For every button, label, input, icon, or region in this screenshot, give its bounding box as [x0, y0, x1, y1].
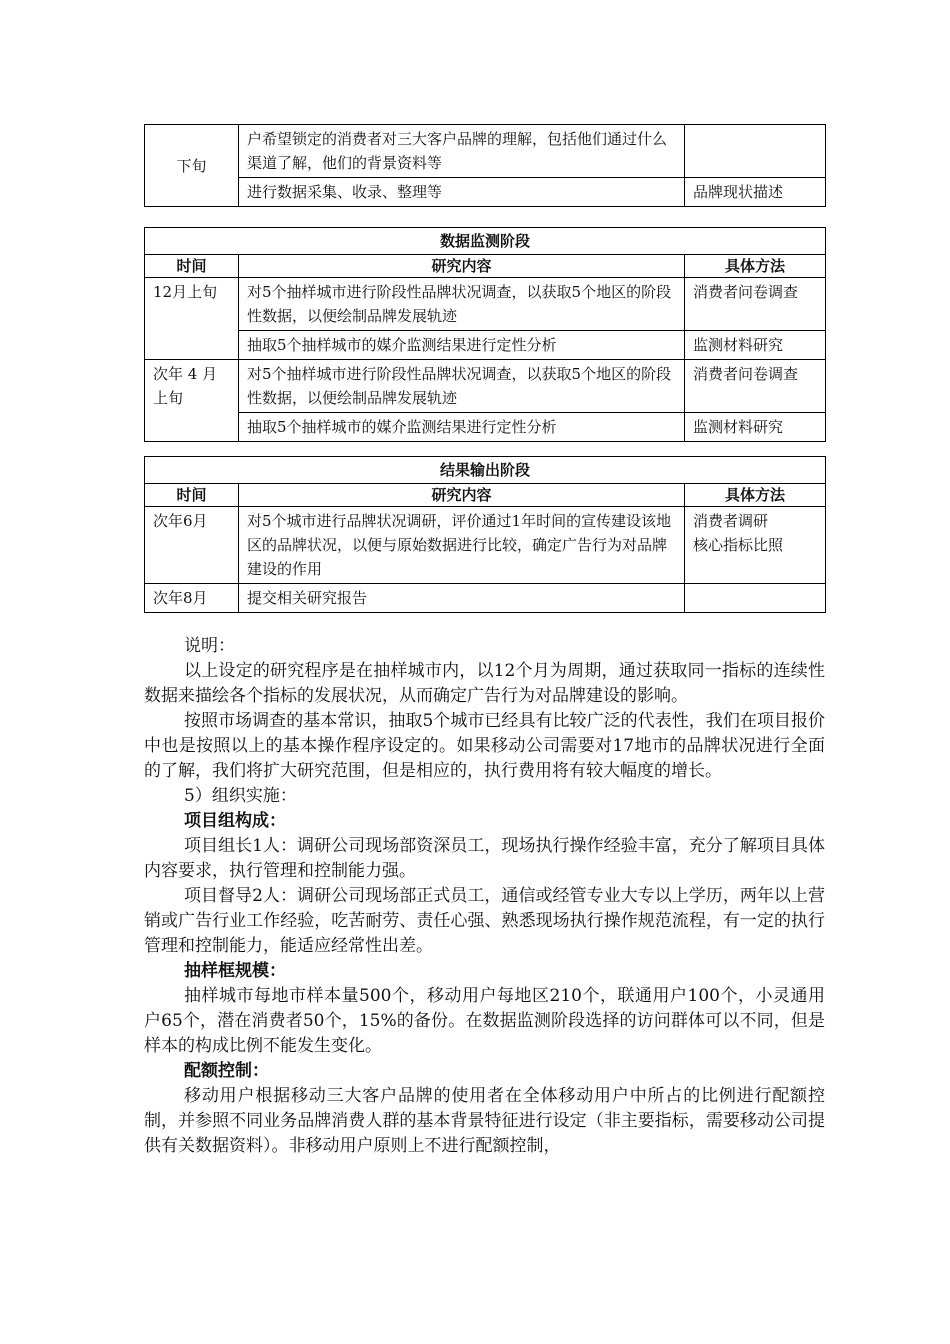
- content-cell: 抽取5个抽样城市的媒介监测结果进行定性分析: [239, 331, 685, 360]
- table-row: [145, 413, 826, 442]
- method-cell: [685, 125, 826, 178]
- method-line: 消费者调研: [693, 512, 769, 530]
- header-method: 具体方法: [685, 484, 826, 507]
- method-cell: 消费者问卷调查: [685, 278, 826, 331]
- header-time: 时间: [145, 484, 239, 507]
- data-monitoring-table: [144, 227, 826, 442]
- header-content: 研究内容: [239, 484, 685, 507]
- method-line: 核心指标比照: [693, 536, 784, 554]
- table-row: [145, 584, 826, 613]
- table-row: [145, 507, 826, 584]
- method-cell: 消费者问卷调查: [685, 360, 826, 413]
- table-row: [145, 178, 826, 207]
- quota-heading: 配额控制：: [184, 1061, 269, 1081]
- note-label: 说明：: [184, 636, 235, 656]
- content-cell: 户希望锁定的消费者对三大客户品牌的理解，包括他们通过什么渠道了解，他们的背景资料等: [239, 125, 685, 178]
- table-row: [145, 331, 826, 360]
- team-heading: 项目组构成：: [184, 811, 286, 831]
- time-cell: 次年6月: [145, 507, 239, 584]
- team-paragraph: 项目组长1人：调研公司现场部资深员工，现场执行操作经验丰富，充分了解项目具体内容要求，执行管理和控制能力强。: [144, 836, 825, 881]
- sample-heading: 抽样框规模：: [184, 961, 286, 981]
- header-method: 具体方法: [685, 255, 826, 278]
- method-cell: [685, 507, 826, 584]
- note-paragraph: 按照市场调查的基本常识，抽取5个城市已经具有比较广泛的代表性，我们在项目报价中也是按照以上的基本操作程序设定的。如果移动公司需要对17地市的品牌状况进行全面的了解，我们将扩大研究范围，但是相应的，执行费用将有较大幅度的增长。: [144, 711, 825, 781]
- method-cell: [685, 584, 826, 613]
- body-text: [144, 634, 825, 1159]
- header-content: 研究内容: [239, 255, 685, 278]
- table-row: [145, 360, 826, 413]
- content-cell: 进行数据采集、收录、整理等: [239, 178, 685, 207]
- time-cell: 次年 4 月上旬: [145, 360, 239, 442]
- result-output-table: [144, 456, 826, 613]
- period-cell: 下旬: [145, 125, 239, 207]
- content-cell: 抽取5个抽样城市的媒介监测结果进行定性分析: [239, 413, 685, 442]
- research-table-continued: [144, 124, 826, 207]
- header-time: 时间: [145, 255, 239, 278]
- quota-paragraph: 移动用户根据移动三大客户品牌的使用者在全体移动用户中所占的比例进行配额控制，并参照不同业务品牌消费人群的基本背景特征进行设定（非主要指标，需要移动公司提供有关数据资料）。非移动用户原则上不进行配额控制，: [144, 1086, 825, 1156]
- time-cell: 12月上旬: [145, 278, 239, 360]
- team-paragraph: 项目督导2人：调研公司现场部正式员工，通信或经管专业大专以上学历，两年以上营销或广告行业工作经验，吃苦耐劳、责任心强、熟悉现场执行操作规范流程，有一定的执行管理和控制能力，能适应经常性出差。: [144, 886, 825, 956]
- table-row: [145, 125, 826, 178]
- section-heading: 5）组织实施：: [184, 786, 297, 806]
- note-paragraph: 以上设定的研究程序是在抽样城市内，以12个月为周期，通过获取同一指标的连续性数据来描绘各个指标的发展状况，从而确定广告行为对品牌建设的影响。: [144, 661, 825, 706]
- content-cell: 提交相关研究报告: [239, 584, 685, 613]
- method-cell: 监测材料研究: [685, 413, 826, 442]
- table-title: 数据监测阶段: [145, 228, 826, 255]
- content-cell: 对5个抽样城市进行阶段性品牌状况调查，以获取5个地区的阶段性数据，以便绘制品牌发展轨迹: [239, 360, 685, 413]
- content-cell: 对5个城市进行品牌状况调研，评价通过1年时间的宣传建设该地区的品牌状况，以便与原始数据进行比较，确定广告行为对品牌建设的作用: [239, 507, 685, 584]
- table-row: [145, 278, 826, 331]
- content-cell: 对5个抽样城市进行阶段性品牌状况调查，以获取5个地区的阶段性数据，以便绘制品牌发展轨迹: [239, 278, 685, 331]
- method-cell: 监测材料研究: [685, 331, 826, 360]
- method-cell: 品牌现状描述: [685, 178, 826, 207]
- sample-paragraph: 抽样城市每地市样本量500个，移动用户每地区210个，联通用户100个，小灵通用户65个，潜在消费者50个，15%的备份。在数据监测阶段选择的访问群体可以不同，但是样本的构成比例不能发生变化。: [144, 986, 825, 1056]
- time-cell: 次年8月: [145, 584, 239, 613]
- table-title: 结果输出阶段: [145, 457, 826, 484]
